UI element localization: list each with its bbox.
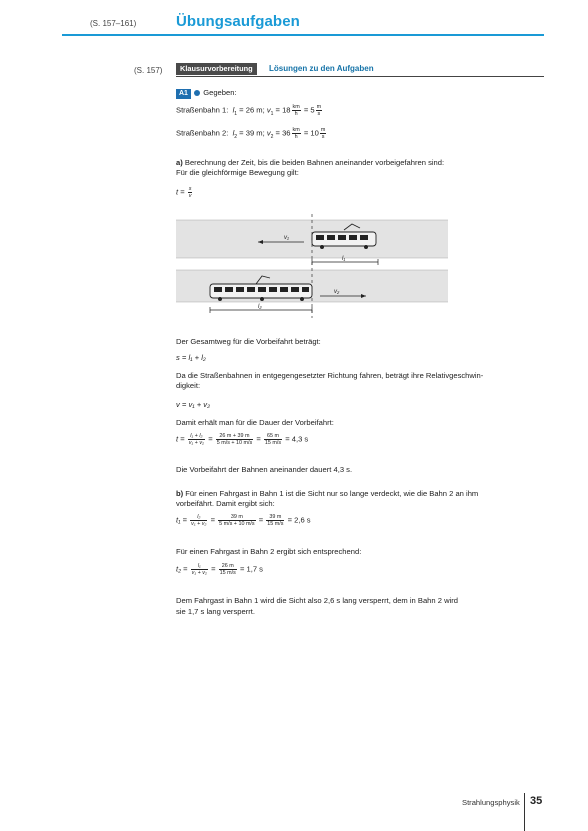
train1-label: Straßenbahn 1: (176, 105, 229, 115)
frac-den: 15 m/s (264, 440, 282, 446)
train2-speed-kmh: 36 (282, 128, 291, 138)
v1-label: v₁ (284, 235, 289, 241)
final-line-1 (176, 596, 458, 606)
section-page-ref: (S. 157) (134, 66, 163, 75)
frac-num: l₁ + l₂ (188, 433, 205, 440)
calc-b2-result: = 1,7 s (239, 564, 263, 574)
footer-chapter: Strahlungsphysik (462, 798, 520, 807)
l2-label: l₂ (258, 304, 262, 310)
train1-length: 26 m (245, 105, 263, 115)
part-b-intro-text: Für einen Fahrgast in Bahn 1 ist die Sicht nur so lange verdeckt, wie die Bahn 2 an ihm (185, 489, 479, 498)
frac-den: v₁ + v₂ (188, 440, 205, 446)
frac-num: 65 m (264, 433, 282, 440)
train2-length: 39 m (245, 128, 263, 138)
footer-divider (524, 793, 525, 831)
path-formula: s = l₁ + l₂ (176, 353, 206, 362)
final1-value: 2,6 s (323, 596, 341, 605)
unit-num: m (316, 104, 322, 110)
conclusion-a (176, 465, 352, 475)
section-label: Klausurvorbereitung (176, 63, 257, 75)
calc-a: t = $\frac{\text{l₁ + l₂}}{\text{v₁ + v₂}}$ = $\frac{26 m + 39 m}{5 m/s + 10 m/s}$ = $\frac{65 m}{15 m/s}$ = 4,3 s (176, 433, 309, 446)
train1-speed-ms: 5 (310, 105, 315, 115)
v2-label: v₂ (334, 289, 340, 295)
task-badge: A1 (176, 89, 191, 99)
header-rule (62, 34, 544, 36)
relative-formula: v = v₁ + v₂ (176, 400, 210, 409)
l1-label: l₁ (342, 256, 346, 262)
unit-den: h (294, 134, 298, 140)
frac-num: l₁ (191, 563, 208, 570)
duration-text: Damit erhält man für die Dauer der Vorbeifahrt: (176, 418, 334, 427)
formula-num: s (188, 186, 192, 192)
section-heading: Lösungen zu den Aufgaben (269, 64, 374, 73)
frac-den: 5 m/s + 10 m/s (219, 521, 255, 527)
train2-label: Straßenbahn 2: (176, 128, 229, 138)
expand-icon (194, 90, 200, 96)
formula-t: t = $\frac{s}{v}$ (176, 186, 192, 199)
tram-diagram (176, 214, 448, 324)
final1-post: lang versperrt, dem in Bahn 2 wird (342, 596, 458, 605)
section-rule (176, 76, 544, 77)
train2-speed-ms: 10 (310, 128, 319, 138)
conclusion-a-value: 4,3 s. (333, 465, 353, 474)
frac-den: v₁ + v₂ (191, 570, 207, 576)
train1-line: Straßenbahn 1: $l_1 = 26$ m; $v_1 = 18$ $\frac{km}{h}$ = 5 $\frac{m}{s}$ (176, 104, 322, 118)
part-a-marker: a) (176, 158, 183, 167)
frac-num: 26 m (219, 563, 237, 570)
final2-post: lang versperrt. (206, 607, 255, 616)
unit-den: s (317, 111, 321, 117)
page-title: Übungsaufgaben (176, 13, 300, 30)
train2-line: Straßenbahn 2: $l_2 = 39$ m; $v_2 = 36$ $\frac{km}{h}$ = 10 $\frac{m}{s}$ (176, 127, 326, 141)
header-page-range: (S. 157–161) (90, 19, 137, 28)
final-line-2 (176, 607, 255, 617)
part-a-intro (176, 158, 444, 168)
unit-num: m (320, 127, 326, 133)
calc-b2-lhs: t₂ (176, 564, 182, 574)
frac-num: 26 m + 39 m (216, 433, 254, 440)
final2-pre: sie (176, 607, 186, 616)
calc-b1-result: = 2,6 s (287, 515, 311, 525)
unit-den: s (321, 134, 325, 140)
part-b-intro (176, 489, 478, 499)
page-number: 35 (530, 795, 543, 807)
final2-value: 1,7 s (187, 607, 205, 616)
given-label: Gegeben: (203, 88, 237, 97)
frac-den: 15 m/s (267, 521, 284, 527)
relative-text-2: digkeit: (176, 381, 201, 390)
calc-a-result: = 4,3 s (285, 434, 309, 444)
conclusion-a-text: Die Vorbeifahrt der Bahnen aneinander dauert (176, 465, 332, 474)
calc-b1: t₁ = $\frac{\text{l₂}}{\text{v₁ + v₂}}$ = $\frac{39 m}{5 m/s + 10 m/s}$ = $\frac{39 m}{15 m/s}$ = 2,6 s (176, 514, 311, 527)
part-b-intro-2: vorbeifährt. Damit ergibt sich: (176, 499, 275, 508)
relative-text: Da die Straßenbahnen in entgegengesetzter Richtung fahren, beträgt ihre Relativgeschwin- (176, 371, 484, 380)
frac-num: 39 m (218, 514, 256, 521)
part-a-intro-text: Berechnung der Zeit, bis die beiden Bahnen aneinander vorbeigefahren sind: (184, 158, 445, 167)
part-b-mid-text: Für einen Fahrgast in Bahn 2 ergibt sich entsprechend: (176, 547, 362, 556)
frac-den: 15 m/s (219, 570, 236, 576)
calc-b2: t₂ = $\frac{\text{l₁}}{\text{v₁ + v₂}}$ = $\frac{26 m}{15 m/s}$ = 1,7 s (176, 563, 263, 576)
frac-num: l₂ (190, 514, 207, 521)
unit-num: km (292, 127, 300, 133)
unit-num: km (292, 104, 300, 110)
path-text: Der Gesamtweg für die Vorbeifahrt beträgt: (176, 337, 321, 346)
frac-den: v₁ + v₂ (191, 521, 207, 527)
formula-den: v (188, 193, 192, 199)
frac-num: 39 m (266, 514, 284, 521)
final1-pre: Dem Fahrgast in Bahn 1 wird die Sicht also (176, 596, 322, 605)
frac-den: 5 m/s + 10 m/s (216, 440, 253, 446)
task-given (176, 88, 237, 99)
part-b-marker: b) (176, 489, 184, 498)
part-a-line2: Für die gleichförmige Bewegung gilt: (176, 168, 299, 177)
calc-b1-lhs: t₁ (176, 515, 181, 525)
unit-den: h (294, 111, 298, 117)
train1-speed-kmh: 18 (282, 105, 291, 115)
